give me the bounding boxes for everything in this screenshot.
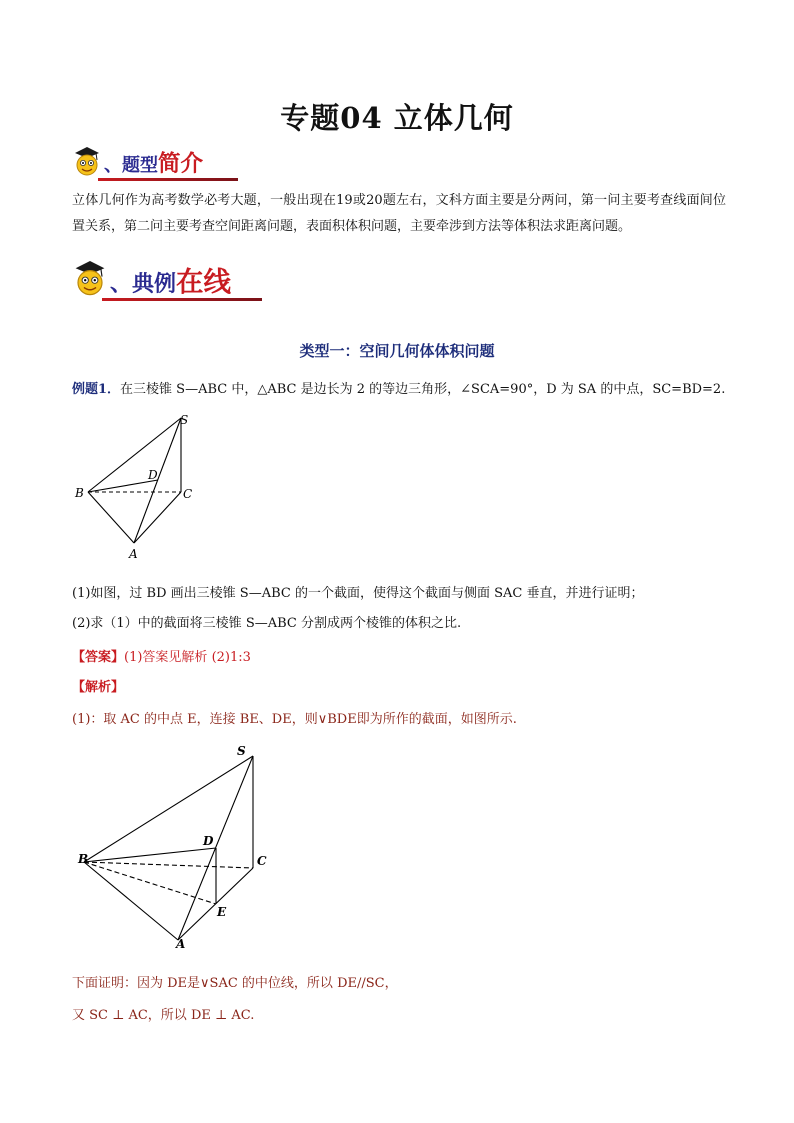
fig2-label-s: S bbox=[237, 744, 246, 758]
proof-line-2: 又 SC ⊥ AC，所以 DE ⊥ AC. bbox=[72, 1008, 255, 1023]
answer-line bbox=[72, 646, 251, 665]
banner-intro-text: 、题型简介 bbox=[104, 151, 204, 177]
section-title: 类型一：空间几何体体积问题 bbox=[299, 342, 495, 360]
question-2: (2)求（1）中的截面将三棱锥 S—ABC 分割成两个棱锥的体积之比. bbox=[72, 616, 462, 631]
page-title: 专题04 立体几何 bbox=[280, 101, 514, 135]
proof-line-1: 下面证明：因为 DE是∨SAC 的中位线，所以 DE//SC， bbox=[72, 976, 398, 991]
fig1-label-a: A bbox=[129, 547, 138, 561]
example-stem: 在三棱锥 S—ABC 中，△ABC 是边长为 2 的等边三角形，∠SCA=90°，D 为 SA 的中点，SC=BD=2. bbox=[120, 382, 726, 397]
fig2-label-d: D bbox=[203, 834, 214, 848]
example-statement bbox=[72, 378, 725, 397]
answer-text: (1)答案见解析 (2)1:3 bbox=[124, 650, 251, 665]
banner-underline bbox=[98, 178, 238, 181]
answer-tag: 【答案】 bbox=[72, 650, 125, 665]
intro-paragraph: 立体几何作为高考数学必考大题，一般出现在19或20题左右，文科方面主要是分两问，第一问主要考查线面间位置关系，第二问主要考查空间距离问题，表面积体积问题，主要牵涉到方法等体积法求距离问题。 bbox=[72, 193, 726, 234]
fig2-label-c: C bbox=[257, 854, 267, 868]
fig1-label-c: C bbox=[183, 487, 193, 501]
figure-pyramid-1 bbox=[72, 408, 212, 566]
fig1-label-b: B bbox=[75, 486, 84, 500]
banner-underline bbox=[102, 298, 262, 301]
analysis-tag: 【解析】 bbox=[72, 680, 125, 695]
fig2-label-a: A bbox=[176, 937, 186, 951]
banner-question-type-intro bbox=[72, 144, 240, 180]
banner-typical-examples bbox=[72, 256, 268, 302]
fig2-label-e: E bbox=[217, 905, 227, 919]
mascot-scholar-icon bbox=[72, 258, 108, 300]
figure-pyramid-2 bbox=[72, 736, 282, 956]
example-label: 例题1． bbox=[72, 382, 121, 397]
banner-examples-text: 、典例在线 bbox=[110, 266, 232, 298]
question-1: (1)如图，过 BD 画出三棱锥 S—ABC 的一个截面，使得这个截面与侧面 SAC 垂直，并进行证明； bbox=[72, 586, 644, 601]
fig1-label-d: D bbox=[148, 468, 158, 482]
mascot-scholar-icon bbox=[72, 145, 102, 179]
fig2-label-b: B bbox=[78, 852, 89, 866]
solution-step-1: (1)：取 AC 的中点 E，连接 BE、DE，则∨BDE即为所作的截面，如图所示. bbox=[72, 712, 517, 727]
fig1-label-s: S bbox=[180, 413, 189, 427]
